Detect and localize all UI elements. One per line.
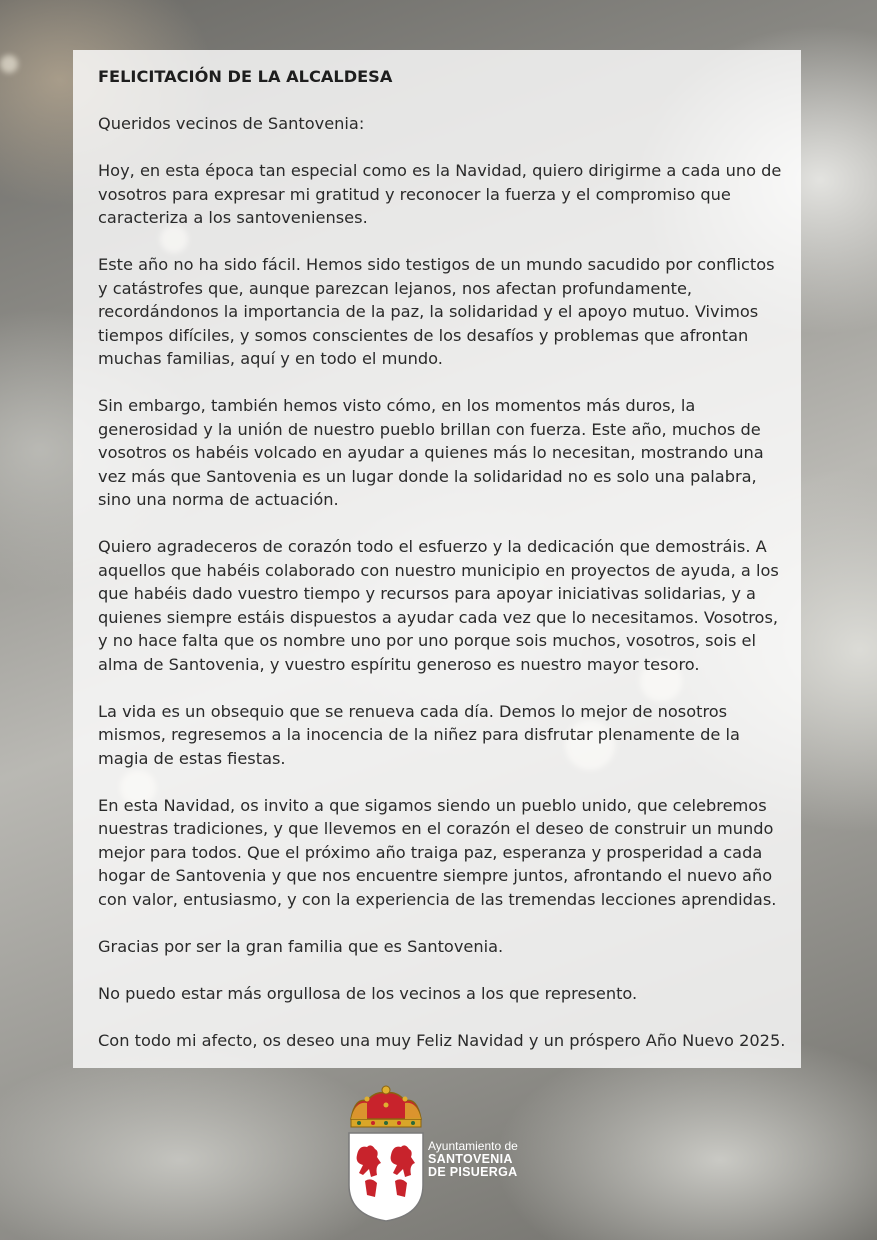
municipality-logo-text [428, 1140, 518, 1179]
org-name-line3: DE PISUERGA [428, 1165, 518, 1179]
letter-paragraph: En esta Navidad, os invito a que sigamos siendo un pueblo unido, que celebremos nuestras tradiciones, y que llevemos en el corazón el deseo de construir un mundo mejor para todos. Que el próximo año traiga paz, esperanza y prosperidad a cada hogar de Santovenia y que nos encuentre siempre juntos, afrontando el nuevo año con valor, entusiasmo, y con la experiencia de las tremendas lecciones aprendidas. [98, 795, 777, 909]
letter-paragraph: Quiero agradeceros de corazón todo el esfuerzo y la dedicación que demostráis. A aquellos que habéis colaborado con nuestro municipio en proyectos de ayuda, a los que habéis dado vuestro tiempo y recursos para apoyar iniciativas solidarias, y a quienes siempre estáis dispuestos a ayudar cada vez que lo necesitamos. Vosotros, y no hace falta que os nombre uno por uno porque sois muchos, vosotros, sois el alma de Santovenia, y vuestro espíritu generoso es nuestro mayor tesoro. [98, 537, 779, 674]
letter-greeting: Queridos vecinos de Santovenia: [98, 114, 365, 133]
letter-paragraph: La vida es un obsequio que se renueva cada día. Demos lo mejor de nosotros mismos, regresemos a la inocencia de la niñez para disfrutar plenamente de la magia de estas fiestas. [98, 701, 740, 768]
letter-title: FELICITACIÓN DE LA ALCALDESA [98, 67, 393, 86]
letter-body [98, 65, 788, 1076]
bokeh-light [0, 55, 18, 73]
letter-paragraph: Gracias por ser la gran familia que es Santovenia. [98, 936, 504, 956]
coat-of-arms-icon [345, 1085, 427, 1223]
letter-paragraph: Hoy, en esta época tan especial como es la Navidad, quiero dirigirme a cada uno de vosotros para expresar mi gratitud y reconocer la fuerza y el compromiso que caracteriza a los santovenienses. [98, 161, 782, 227]
letter-paragraph: Este año no ha sido fácil. Hemos sido testigos de un mundo sacudido por conflictos y catástrofes que, aunque parezcan lejanos, nos afectan profundamente, recordándonos la importancia de la paz, la solidaridad y el apoyo mutuo. Vivimos tiempos difíciles, y somos conscientes de los desafíos y problemas que afrontan muchas familias, aquí y en todo el mundo. [98, 255, 775, 368]
letter-closing: Con todo mi afecto, os deseo una muy Feliz Navidad y un próspero Año Nuevo 2025. [98, 1030, 786, 1050]
letter-paragraph: Sin embargo, también hemos visto cómo, en los momentos más duros, la generosidad y la unión de nuestro pueblo brillan con fuerza. Este año, muchos de vosotros os habéis volcado en ayudar a quienes más lo necesitan, mostrando una vez más que Santovenia es un lugar donde la solidaridad no es solo una palabra, sino una norma de actuación. [98, 396, 764, 509]
org-name-line1: Ayuntamiento de [428, 1139, 518, 1153]
org-name-line2: SANTOVENIA [428, 1152, 513, 1166]
letter-paragraph: No puedo estar más orgullosa de los vecinos a los que represento. [98, 983, 638, 1003]
letter-panel [73, 50, 801, 1068]
